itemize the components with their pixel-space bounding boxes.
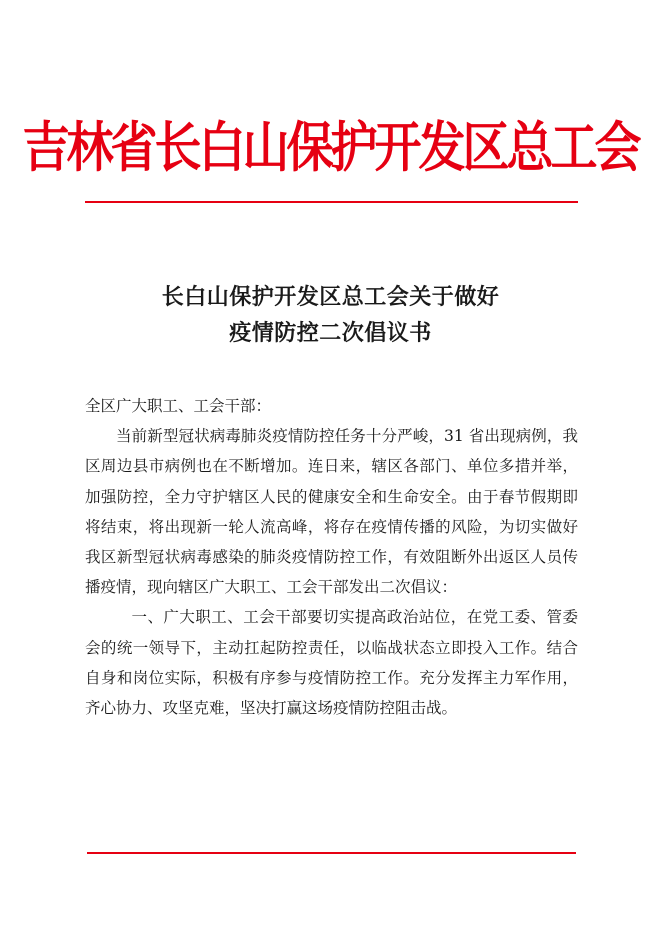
salutation: 全区广大职工、工会干部： [85, 397, 272, 415]
letterhead-org-name: 吉林省长白山保护开发区总工会 [22, 116, 639, 180]
document-title-line-1: 长白山保护开发区总工会关于做好 [161, 284, 500, 310]
document-body [85, 391, 578, 723]
footer-red-rule [87, 852, 576, 854]
document-title [0, 279, 661, 351]
document-title-line-2: 疫情防控二次倡议书 [229, 320, 432, 346]
paragraph-item-1: 一、广大职工、工会干部要切实提高政治站位，在党工委、管委会的统一领导下，主动扛起防控责任，以临战状态立即投入工作。结合自身和岗位实际，积极有序参与疫情防控工作。充分发挥主力军作用，齐心协力、攻坚克难，坚决打赢这场疫情防控阻击战。 [85, 608, 578, 718]
paragraph-intro: 当前新型冠状病毒肺炎疫情防控任务十分严峻，31 省出现病例，我区周边县市病例也在不断增加。连日来，辖区各部门、单位多措并举，加强防控，全力守护辖区人民的健康安全和生命安全。由于春节假期即将结束，将出现新一轮人流高峰，将存在疫情传播的风险，为切实做好我区新型冠状病毒感染的肺炎疫情防控工作，有效阻断外出返区人员传播疫情，现向辖区广大职工、工会干部发出二次倡议： [85, 427, 578, 597]
letterhead-red-rule [85, 201, 578, 203]
